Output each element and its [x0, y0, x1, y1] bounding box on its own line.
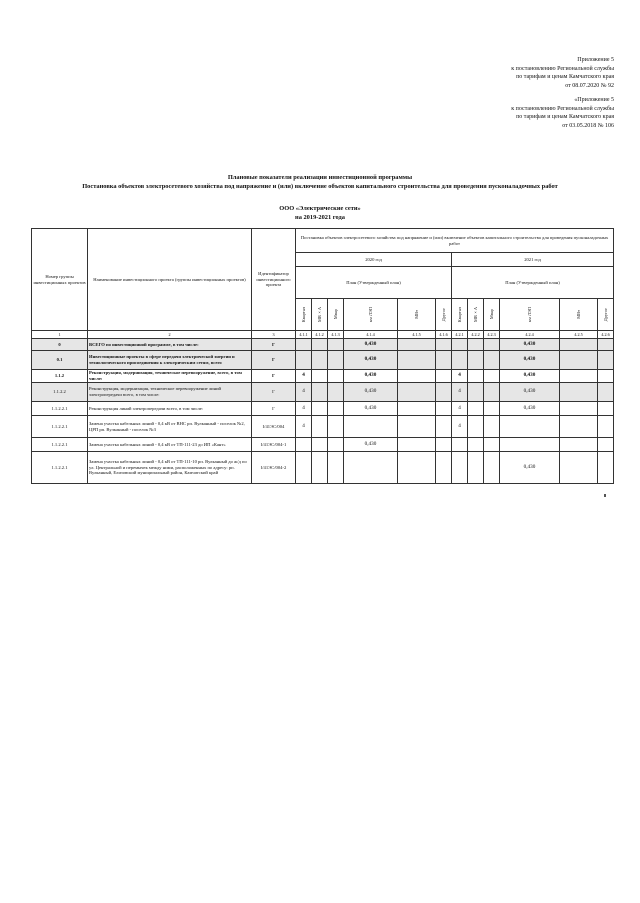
table-row: [32, 416, 614, 438]
cell-mw-2020: [398, 438, 436, 452]
cell-quarter-2020: 4: [296, 416, 312, 438]
cell-km-2020: 0,430: [344, 351, 398, 370]
investment-indicators-table: [31, 228, 614, 484]
cell-quarter-2020: [296, 452, 312, 484]
cell-mvar-2021: [484, 370, 500, 383]
row-project-id: Г: [252, 383, 296, 402]
cell-mvar-2021: [484, 383, 500, 402]
annex-line: Приложение 5: [577, 57, 614, 63]
row-group-number: 1.1.2.2.1: [32, 438, 88, 452]
row-project-name: Реконструкция, модернизация, техническое перевооружение линий электропередачи всего, в том числе:: [88, 383, 252, 402]
cell-km-2020: 0,430: [344, 370, 398, 383]
cell-other-2021: [598, 351, 614, 370]
cell-km-2021: [500, 438, 560, 452]
cell-mva-2021: [468, 351, 484, 370]
header-main-indicator: Постановка объектов электросетевого хозяйства под напряжение и (или) включение объектов капитального строительства для проведения пусконаладочных работ: [296, 229, 614, 253]
cell-mw-2020: [398, 351, 436, 370]
cell-mvar-2020: [328, 416, 344, 438]
column-number: 4.2.5: [560, 331, 598, 339]
cell-mw-2021: [560, 402, 598, 416]
cell-mvar-2020: [328, 438, 344, 452]
cell-other-2021: [598, 452, 614, 484]
annex-line: к постановлению Региональной службы: [511, 105, 614, 112]
row-group-number: 1.1.2: [32, 370, 88, 383]
organization-block: [40, 204, 600, 222]
title-line-1: Плановые показатели реализации инвестиционной программы: [227, 174, 413, 181]
cell-mvar-2020: [328, 339, 344, 351]
cell-mw-2020: [398, 383, 436, 402]
cell-quarter-2020: 4: [296, 383, 312, 402]
cell-quarter-2020: [296, 351, 312, 370]
cell-mva-2020: [312, 402, 328, 416]
cell-quarter-2020: [296, 438, 312, 452]
cell-mvar-2021: [484, 438, 500, 452]
row-project-id: I/41ЭС/004: [252, 416, 296, 438]
subheader-other-2020: Другое: [436, 299, 452, 331]
column-number: 2: [88, 331, 252, 339]
cell-km-2021: 0,430: [500, 402, 560, 416]
cell-mw-2021: [560, 339, 598, 351]
cell-km-2021: 0,430: [500, 383, 560, 402]
cell-mvar-2021: [484, 402, 500, 416]
column-number: 4.2.2: [468, 331, 484, 339]
cell-mw-2021: [560, 351, 598, 370]
cell-mw-2020: [398, 402, 436, 416]
cell-quarter-2021: [452, 339, 468, 351]
cell-mvar-2020: [328, 402, 344, 416]
header-plan-2020: План (Утвержденный план): [296, 267, 452, 299]
cell-other-2020: [436, 402, 452, 416]
cell-quarter-2020: 4: [296, 402, 312, 416]
annex-line: по тарифам и ценам Камчатского края: [516, 114, 614, 121]
cell-mva-2021: [468, 438, 484, 452]
row-project-name: Замена участка кабельных линий - 0,4 кВ от ВНС рп. Вулканный - поселок №2, ЦРП рп. Вулканный - поселок №3: [88, 416, 252, 438]
subheader-mvar-2021: Мвар: [484, 299, 500, 331]
table-row: [32, 383, 614, 402]
cell-other-2020: [436, 383, 452, 402]
row-project-name: Реконструкция, модернизация, техническое перевооружение, всего, в том числе:: [88, 370, 252, 383]
cell-mva-2021: [468, 339, 484, 351]
subheader-quarter-2020: Квартал: [296, 299, 312, 331]
period-label: на 2019-2021 года: [295, 214, 345, 221]
subheader-mva-2020: МВ×А: [312, 299, 328, 331]
annex-line: по тарифам и ценам Камчатского края: [516, 74, 614, 81]
cell-quarter-2021: [452, 351, 468, 370]
cell-other-2021: [598, 438, 614, 452]
annex-line: от 03.05.2018 № 106: [562, 122, 614, 129]
row-project-id: I/41ЭС/004-2: [252, 452, 296, 484]
cell-other-2021: [598, 416, 614, 438]
cell-mw-2020: [398, 370, 436, 383]
header-year-2020: 2020 год: [296, 253, 452, 267]
cell-other-2021: [598, 339, 614, 351]
header-year-2021: 2021 год: [452, 253, 614, 267]
cell-mvar-2021: [484, 351, 500, 370]
subheader-quarter-2021: Квартал: [452, 299, 468, 331]
cell-quarter-2021: 4: [452, 383, 468, 402]
cell-mvar-2021: [484, 339, 500, 351]
cell-other-2021: [598, 370, 614, 383]
cell-mw-2020: [398, 452, 436, 484]
cell-mva-2021: [468, 452, 484, 484]
cell-mva-2021: [468, 383, 484, 402]
cell-mw-2021: [560, 452, 598, 484]
cell-mvar-2021: [484, 452, 500, 484]
row-project-id: Г: [252, 339, 296, 351]
cell-mva-2020: [312, 370, 328, 383]
cell-km-2021: 0,430: [500, 370, 560, 383]
cell-mvar-2021: [484, 416, 500, 438]
cell-km-2021: 0,430: [500, 339, 560, 351]
cell-mva-2020: [312, 351, 328, 370]
cell-mva-2021: [468, 402, 484, 416]
header-plan-2021: План (Утвержденный план): [452, 267, 614, 299]
column-number: 4.2.3: [484, 331, 500, 339]
cell-mw-2021: [560, 383, 598, 402]
row-project-name: Замена участка кабельных линий - 0,4 кВ от ТП-111-10 рп. Вулканный до ж/д по ул. Центральной и перемычек между ними, расположенных по адресу: рп. Вулканный, Елизовский муниципальный район, Камчатский край: [88, 452, 252, 484]
cell-mw-2021: [560, 438, 598, 452]
subheader-mva-2021: МВ×А: [468, 299, 484, 331]
cell-quarter-2021: 4: [452, 402, 468, 416]
column-number: 4.1.3: [328, 331, 344, 339]
column-number: 1: [32, 331, 88, 339]
cell-quarter-2021: 4: [452, 416, 468, 438]
cell-other-2020: [436, 351, 452, 370]
cell-other-2020: [436, 416, 452, 438]
row-project-id: Г: [252, 370, 296, 383]
cell-other-2021: [598, 383, 614, 402]
cell-km-2020: 0,430: [344, 438, 398, 452]
cell-mvar-2020: [328, 452, 344, 484]
row-group-number: 0: [32, 339, 88, 351]
column-number: 4.1.2: [312, 331, 328, 339]
subheader-km-2021: км ЛЭП: [500, 299, 560, 331]
subheader-other-2021: Другое: [598, 299, 614, 331]
annex-line: «Приложение 5: [574, 97, 614, 103]
cell-other-2021: [598, 402, 614, 416]
table-row: [32, 438, 614, 452]
cell-km-2020: 0,430: [344, 383, 398, 402]
annex-header-current: [511, 56, 614, 90]
row-project-name: ВСЕГО по инвестиционной программе, в том числе:: [88, 339, 252, 351]
cell-km-2021: 0,430: [500, 351, 560, 370]
row-group-number: 0.1: [32, 351, 88, 370]
cell-quarter-2021: [452, 452, 468, 484]
cell-mw-2020: [398, 416, 436, 438]
table-row: [32, 370, 614, 383]
cell-quarter-2020: [296, 339, 312, 351]
cell-km-2020: 0,430: [344, 339, 398, 351]
cell-mvar-2020: [328, 351, 344, 370]
cell-mw-2021: [560, 370, 598, 383]
cell-km-2020: 0,430: [344, 402, 398, 416]
cell-other-2020: [436, 438, 452, 452]
title-line-2: Постановка объектов электросетевого хозяйства под напряжение и (или) включение объектов капитального строительства для проведения пусконаладочных работ: [82, 183, 558, 190]
cell-mvar-2020: [328, 370, 344, 383]
column-number: 4.1.6: [436, 331, 452, 339]
row-project-name: Реконструкция линий электропередачи всего, в том числе:: [88, 402, 252, 416]
cell-mva-2021: [468, 416, 484, 438]
annex-line: от 08.07.2020 № 92: [565, 82, 614, 89]
cell-other-2020: [436, 370, 452, 383]
header-project-id: Идентификатор инвестиционного проекта: [252, 229, 296, 331]
cell-mva-2020: [312, 383, 328, 402]
column-number: 4.1.1: [296, 331, 312, 339]
cell-mw-2020: [398, 339, 436, 351]
cell-quarter-2020: 4: [296, 370, 312, 383]
table-row: [32, 351, 614, 370]
scan-mark: [604, 494, 606, 497]
cell-mva-2020: [312, 452, 328, 484]
cell-km-2020: [344, 452, 398, 484]
header-group-number: Номер группы инвестиционных проектов: [32, 229, 88, 331]
cell-km-2020: [344, 416, 398, 438]
cell-other-2020: [436, 452, 452, 484]
annex-line: к постановлению Региональной службы: [511, 65, 614, 72]
cell-mva-2020: [312, 339, 328, 351]
row-project-id: I/41ЭС/004-1: [252, 438, 296, 452]
document-title: [40, 173, 600, 191]
table-row: [32, 402, 614, 416]
column-number: 4.1.5: [398, 331, 436, 339]
row-group-number: 1.1.2.2.1: [32, 452, 88, 484]
cell-km-2021: 0,430: [500, 452, 560, 484]
table-body: [32, 339, 614, 484]
cell-mva-2020: [312, 438, 328, 452]
cell-mw-2021: [560, 416, 598, 438]
cell-quarter-2021: [452, 438, 468, 452]
column-number: 4.2.1: [452, 331, 468, 339]
column-number: 3: [252, 331, 296, 339]
cell-mvar-2020: [328, 383, 344, 402]
cell-km-2021: [500, 416, 560, 438]
cell-mva-2021: [468, 370, 484, 383]
subheader-mw-2020: МВт: [398, 299, 436, 331]
organization-name: ООО «Электрические сети»: [279, 205, 361, 212]
header-project-name: Наименование инвестиционного проекта (группы инвестиционных проектов): [88, 229, 252, 331]
table-row: [32, 452, 614, 484]
row-project-id: Г: [252, 402, 296, 416]
cell-quarter-2021: 4: [452, 370, 468, 383]
cell-other-2020: [436, 339, 452, 351]
subheader-mw-2021: МВт: [560, 299, 598, 331]
column-number-row: [32, 331, 614, 339]
cell-mva-2020: [312, 416, 328, 438]
column-number: 4.1.4: [344, 331, 398, 339]
row-group-number: 1.1.2.2.1: [32, 416, 88, 438]
subheader-mvar-2020: Мвар: [328, 299, 344, 331]
row-group-number: 1.1.2.2.1: [32, 402, 88, 416]
row-group-number: 1.1.2.2: [32, 383, 88, 402]
subheader-km-2020: км ЛЭП: [344, 299, 398, 331]
row-project-name: Инвестиционные проекты в сфере передачи электрической энергии и технологического присоединения к электрическим сетям, всего: [88, 351, 252, 370]
column-number: 4.2.4: [500, 331, 560, 339]
column-number: 4.2.6: [598, 331, 614, 339]
annex-header-previous: [511, 96, 614, 130]
row-project-name: Замена участка кабельных линий - 0,4 кВ от ТП-111-23 до ИП «Кант»: [88, 438, 252, 452]
row-project-id: Г: [252, 351, 296, 370]
table-row: [32, 339, 614, 351]
